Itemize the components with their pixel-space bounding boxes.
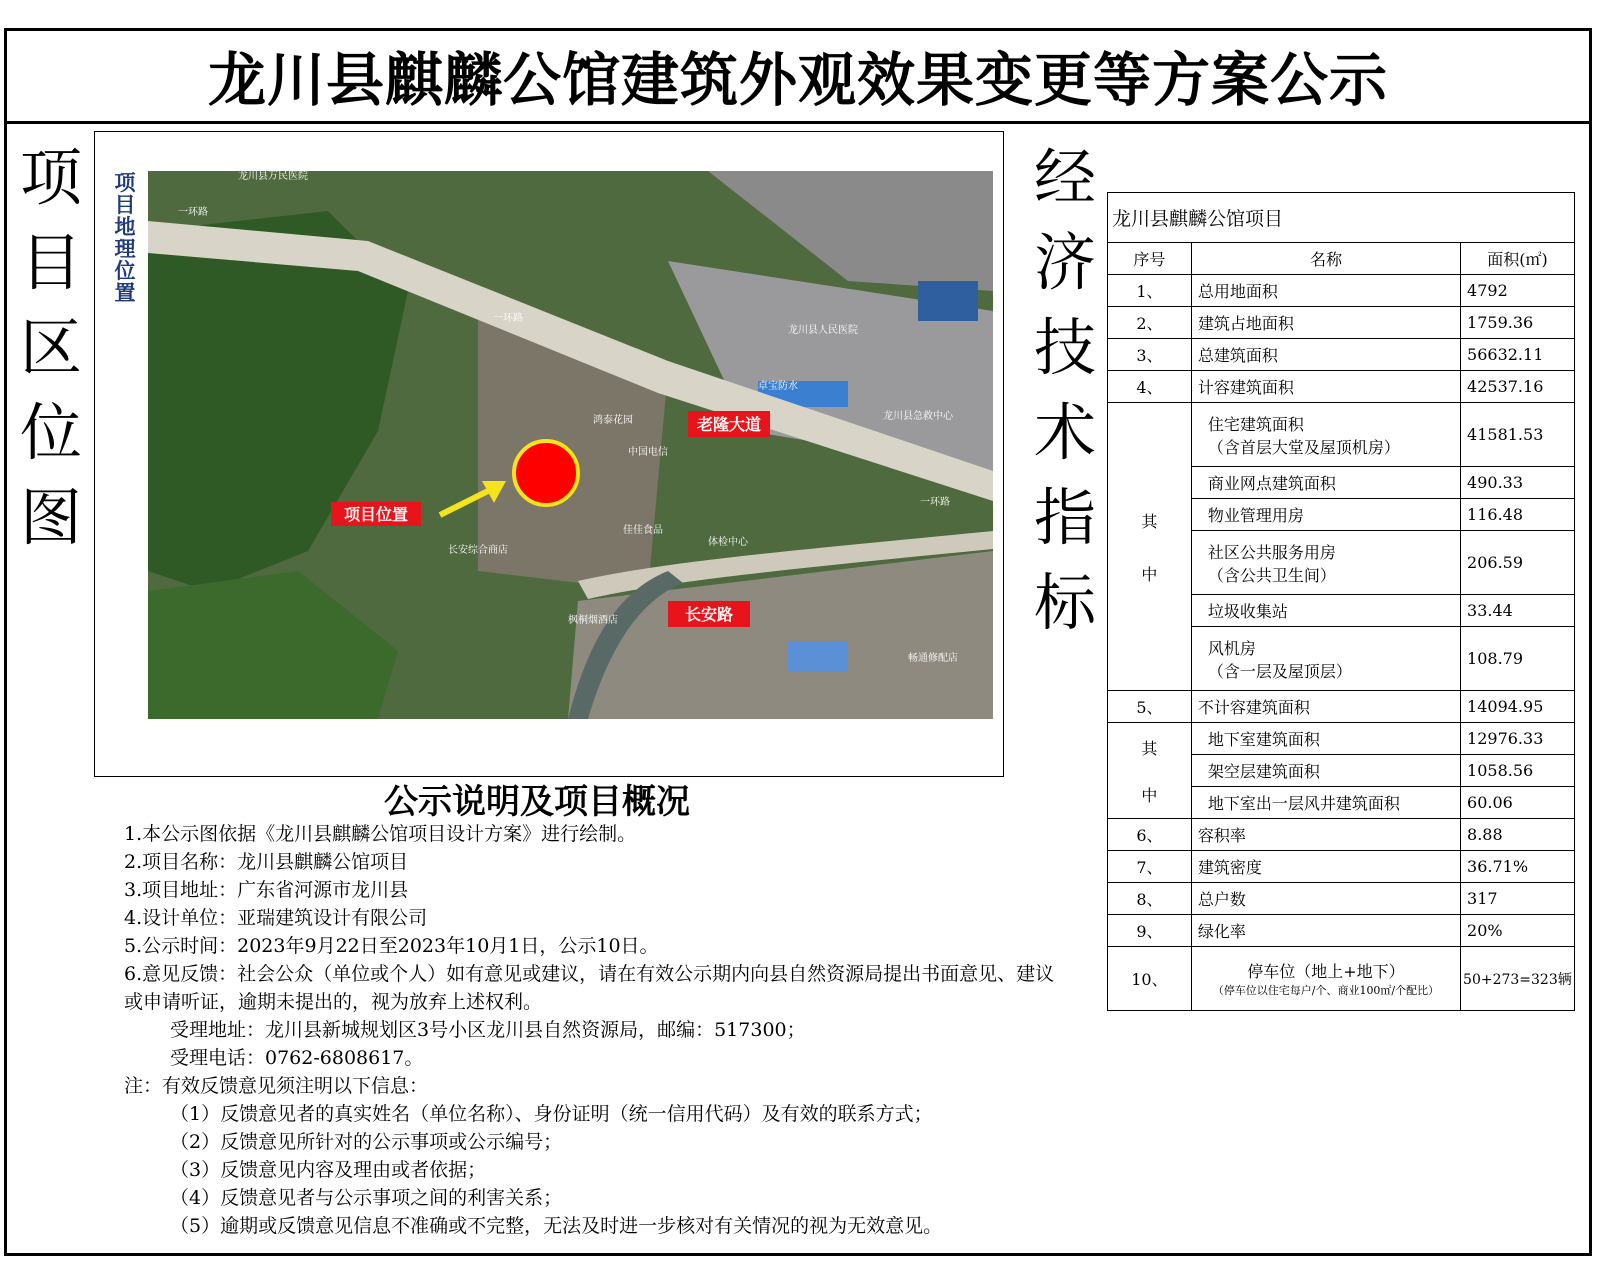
- right-vertical-label: [1030, 135, 1100, 645]
- map-svg: [148, 171, 993, 719]
- notes-body: [124, 820, 1059, 1240]
- map-place-label: 鸿泰花园: [593, 415, 633, 426]
- row-name: 建筑密度: [1191, 851, 1460, 883]
- group-label: [1108, 723, 1192, 819]
- map-place-label: 龙川县万民医院: [238, 171, 308, 182]
- row-name-sub: （含首层大堂及屋顶机房）: [1207, 437, 1400, 457]
- note-line: 4.设计单位：亚瑞建筑设计有限公司: [124, 907, 428, 929]
- note-line: 3.项目地址：广东省河源市龙川县: [124, 879, 409, 901]
- map-side-label: 项目地理位置: [114, 171, 136, 305]
- row-name-sub: （含一层及屋顶层）: [1207, 661, 1352, 681]
- note-head: 注：有效反馈意见须注明以下信息：: [124, 1075, 429, 1097]
- row-name-sub: （停车位以住宅每户/个、商业100㎡/个配比）: [1212, 984, 1440, 997]
- row-value: 206.59: [1461, 531, 1575, 595]
- row-value: 317: [1461, 883, 1575, 915]
- row-value: 33.44: [1461, 595, 1575, 627]
- note-item: （5）逾期或反馈意见信息不准确或不完整，无法及时进一步核对有关情况的视为无效意见。: [170, 1215, 943, 1237]
- address-line: 受理地址：龙川县新城规划区3号小区龙川县自然资源局，邮编：517300；: [170, 1019, 806, 1041]
- note-line: 5.公示时间：2023年9月22日至2023年10月1日，公示10日。: [124, 935, 659, 957]
- row-name: 容积率: [1191, 819, 1460, 851]
- road-label: 长安路: [684, 605, 734, 624]
- econ-indicator-table: [1107, 192, 1575, 1011]
- row-name: [1191, 531, 1460, 595]
- row-name: 商业网点建筑面积: [1191, 467, 1460, 499]
- map-place-label: 中国电信: [628, 447, 668, 458]
- vertical-char: 区: [19, 311, 82, 384]
- map-place-label: 长安综合商店: [448, 545, 508, 556]
- row-name-main: 社区公共服务用房: [1207, 542, 1336, 562]
- note-item: （2）反馈意见所针对的公示事项或公示编号；: [170, 1131, 563, 1153]
- row-name-main: 住宅建筑面积: [1207, 414, 1304, 434]
- header-name: 名称: [1191, 243, 1460, 275]
- vertical-char: 标: [1033, 566, 1096, 639]
- header-area: 面积(㎡): [1461, 243, 1575, 275]
- note-line: 1.本公示图依据《龙川县麒麟公馆项目设计方案》进行绘制。: [124, 823, 637, 845]
- page-title: 龙川县麒麟公馆建筑外观效果变更等方案公示: [207, 45, 1388, 114]
- row-no: 3、: [1108, 339, 1192, 371]
- row-value: 12976.33: [1461, 723, 1575, 755]
- row-name: 绿化率: [1191, 915, 1460, 947]
- row-name: 物业管理用房: [1191, 499, 1460, 531]
- map-place-label: 枫桐烟酒店: [568, 615, 618, 626]
- map-place-label: 体检中心: [708, 537, 748, 548]
- vertical-char: 项: [19, 141, 82, 214]
- row-name: 地下室建筑面积: [1191, 723, 1460, 755]
- map-place-label: 一环路: [920, 497, 950, 508]
- blue-roof: [918, 281, 978, 321]
- left-vertical-label: [16, 135, 86, 560]
- title-bar: [4, 28, 1592, 124]
- vertical-char: 术: [1033, 396, 1096, 469]
- map-place-label: 龙川县急救中心: [883, 411, 953, 422]
- row-name: 不计容建筑面积: [1191, 691, 1460, 723]
- blue-roof: [788, 641, 848, 671]
- map-place-label: 一环路: [178, 207, 208, 218]
- project-label: 项目位置: [343, 505, 409, 524]
- row-value: 14094.95: [1461, 691, 1575, 723]
- row-name: 计容建筑面积: [1191, 371, 1460, 403]
- road-label: 老隆大道: [696, 415, 762, 434]
- row-name: 总用地面积: [1191, 275, 1460, 307]
- vertical-char: 指: [1033, 481, 1096, 554]
- notes-section-title: 公示说明及项目概况: [384, 782, 690, 822]
- row-value: 116.48: [1461, 499, 1575, 531]
- vertical-char: 经: [1033, 141, 1096, 214]
- group-char: 中: [1141, 564, 1158, 584]
- row-value: 56632.11: [1461, 339, 1575, 371]
- group-label: [1108, 403, 1192, 691]
- header-no: 序号: [1108, 243, 1192, 275]
- row-value: 490.33: [1461, 467, 1575, 499]
- phone-line: 受理电话：0762-6808617。: [170, 1047, 424, 1069]
- vertical-char: 济: [1033, 226, 1096, 299]
- group-char: 其: [1141, 511, 1158, 531]
- table-caption: 龙川县麒麟公馆项目: [1108, 193, 1575, 243]
- map-place-label: 畅通修配店: [908, 653, 958, 664]
- row-name: 总户数: [1191, 883, 1460, 915]
- row-no: 10、: [1108, 947, 1192, 1011]
- row-value: 4792: [1461, 275, 1575, 307]
- row-no: 8、: [1108, 883, 1192, 915]
- row-value: 41581.53: [1461, 403, 1575, 467]
- map-place-label: 龙川县人民医院: [788, 325, 858, 336]
- note-item: （3）反馈意见内容及理由或者依据；: [170, 1159, 487, 1181]
- note-line: 6.意见反馈：社会公众（单位或个人）如有意见或建议，请在有效公示期内向县自然资源局提出书面意见、建议或申请听证，逾期未提出的，视为放弃上述权利。: [124, 963, 1055, 1013]
- row-name: [1191, 947, 1460, 1011]
- project-location-marker: [514, 441, 578, 505]
- row-no: 4、: [1108, 371, 1192, 403]
- vertical-char: 位: [19, 396, 82, 469]
- row-value: 108.79: [1461, 627, 1575, 691]
- vertical-char: 目: [19, 226, 82, 299]
- row-name: 总建筑面积: [1191, 339, 1460, 371]
- satellite-map: [148, 171, 993, 719]
- row-name: 架空层建筑面积: [1191, 755, 1460, 787]
- map-place-label: 佳佳食品: [623, 525, 663, 536]
- row-no: 1、: [1108, 275, 1192, 307]
- vertical-char: 技: [1033, 311, 1096, 384]
- row-value: 20%: [1461, 915, 1575, 947]
- row-name-main: 停车位（地上+地下）: [1247, 962, 1405, 981]
- row-no: 6、: [1108, 819, 1192, 851]
- row-name: [1191, 627, 1460, 691]
- row-name: [1191, 403, 1460, 467]
- map-place-label: 一环路: [493, 313, 523, 324]
- map-place-label: 卓宝防水: [758, 381, 798, 392]
- row-name: 垃圾收集站: [1191, 595, 1460, 627]
- row-name-main: 风机房: [1207, 638, 1256, 658]
- row-value: 1759.36: [1461, 307, 1575, 339]
- group-char: 其: [1141, 738, 1158, 758]
- row-no: 7、: [1108, 851, 1192, 883]
- row-value: 8.88: [1461, 819, 1575, 851]
- note-item: （4）反馈意见者与公示事项之间的利害关系；: [170, 1187, 563, 1209]
- row-value: 50+273=323辆: [1461, 947, 1575, 1011]
- row-no: 9、: [1108, 915, 1192, 947]
- row-value: 60.06: [1461, 787, 1575, 819]
- group-char: 中: [1141, 785, 1158, 805]
- row-value: 36.71%: [1461, 851, 1575, 883]
- row-no: 5、: [1108, 691, 1192, 723]
- row-name: 地下室出一层风井建筑面积: [1191, 787, 1460, 819]
- row-name-sub: （含公共卫生间）: [1207, 565, 1336, 585]
- note-item: （1）反馈意见者的真实姓名（单位名称）、身份证明（统一信用代码）及有效的联系方式；: [170, 1103, 933, 1125]
- row-name: 建筑占地面积: [1191, 307, 1460, 339]
- vertical-char: 图: [19, 481, 82, 554]
- row-value: 1058.56: [1461, 755, 1575, 787]
- note-line: 2.项目名称：龙川县麒麟公馆项目: [124, 851, 409, 873]
- row-value: 42537.16: [1461, 371, 1575, 403]
- row-no: 2、: [1108, 307, 1192, 339]
